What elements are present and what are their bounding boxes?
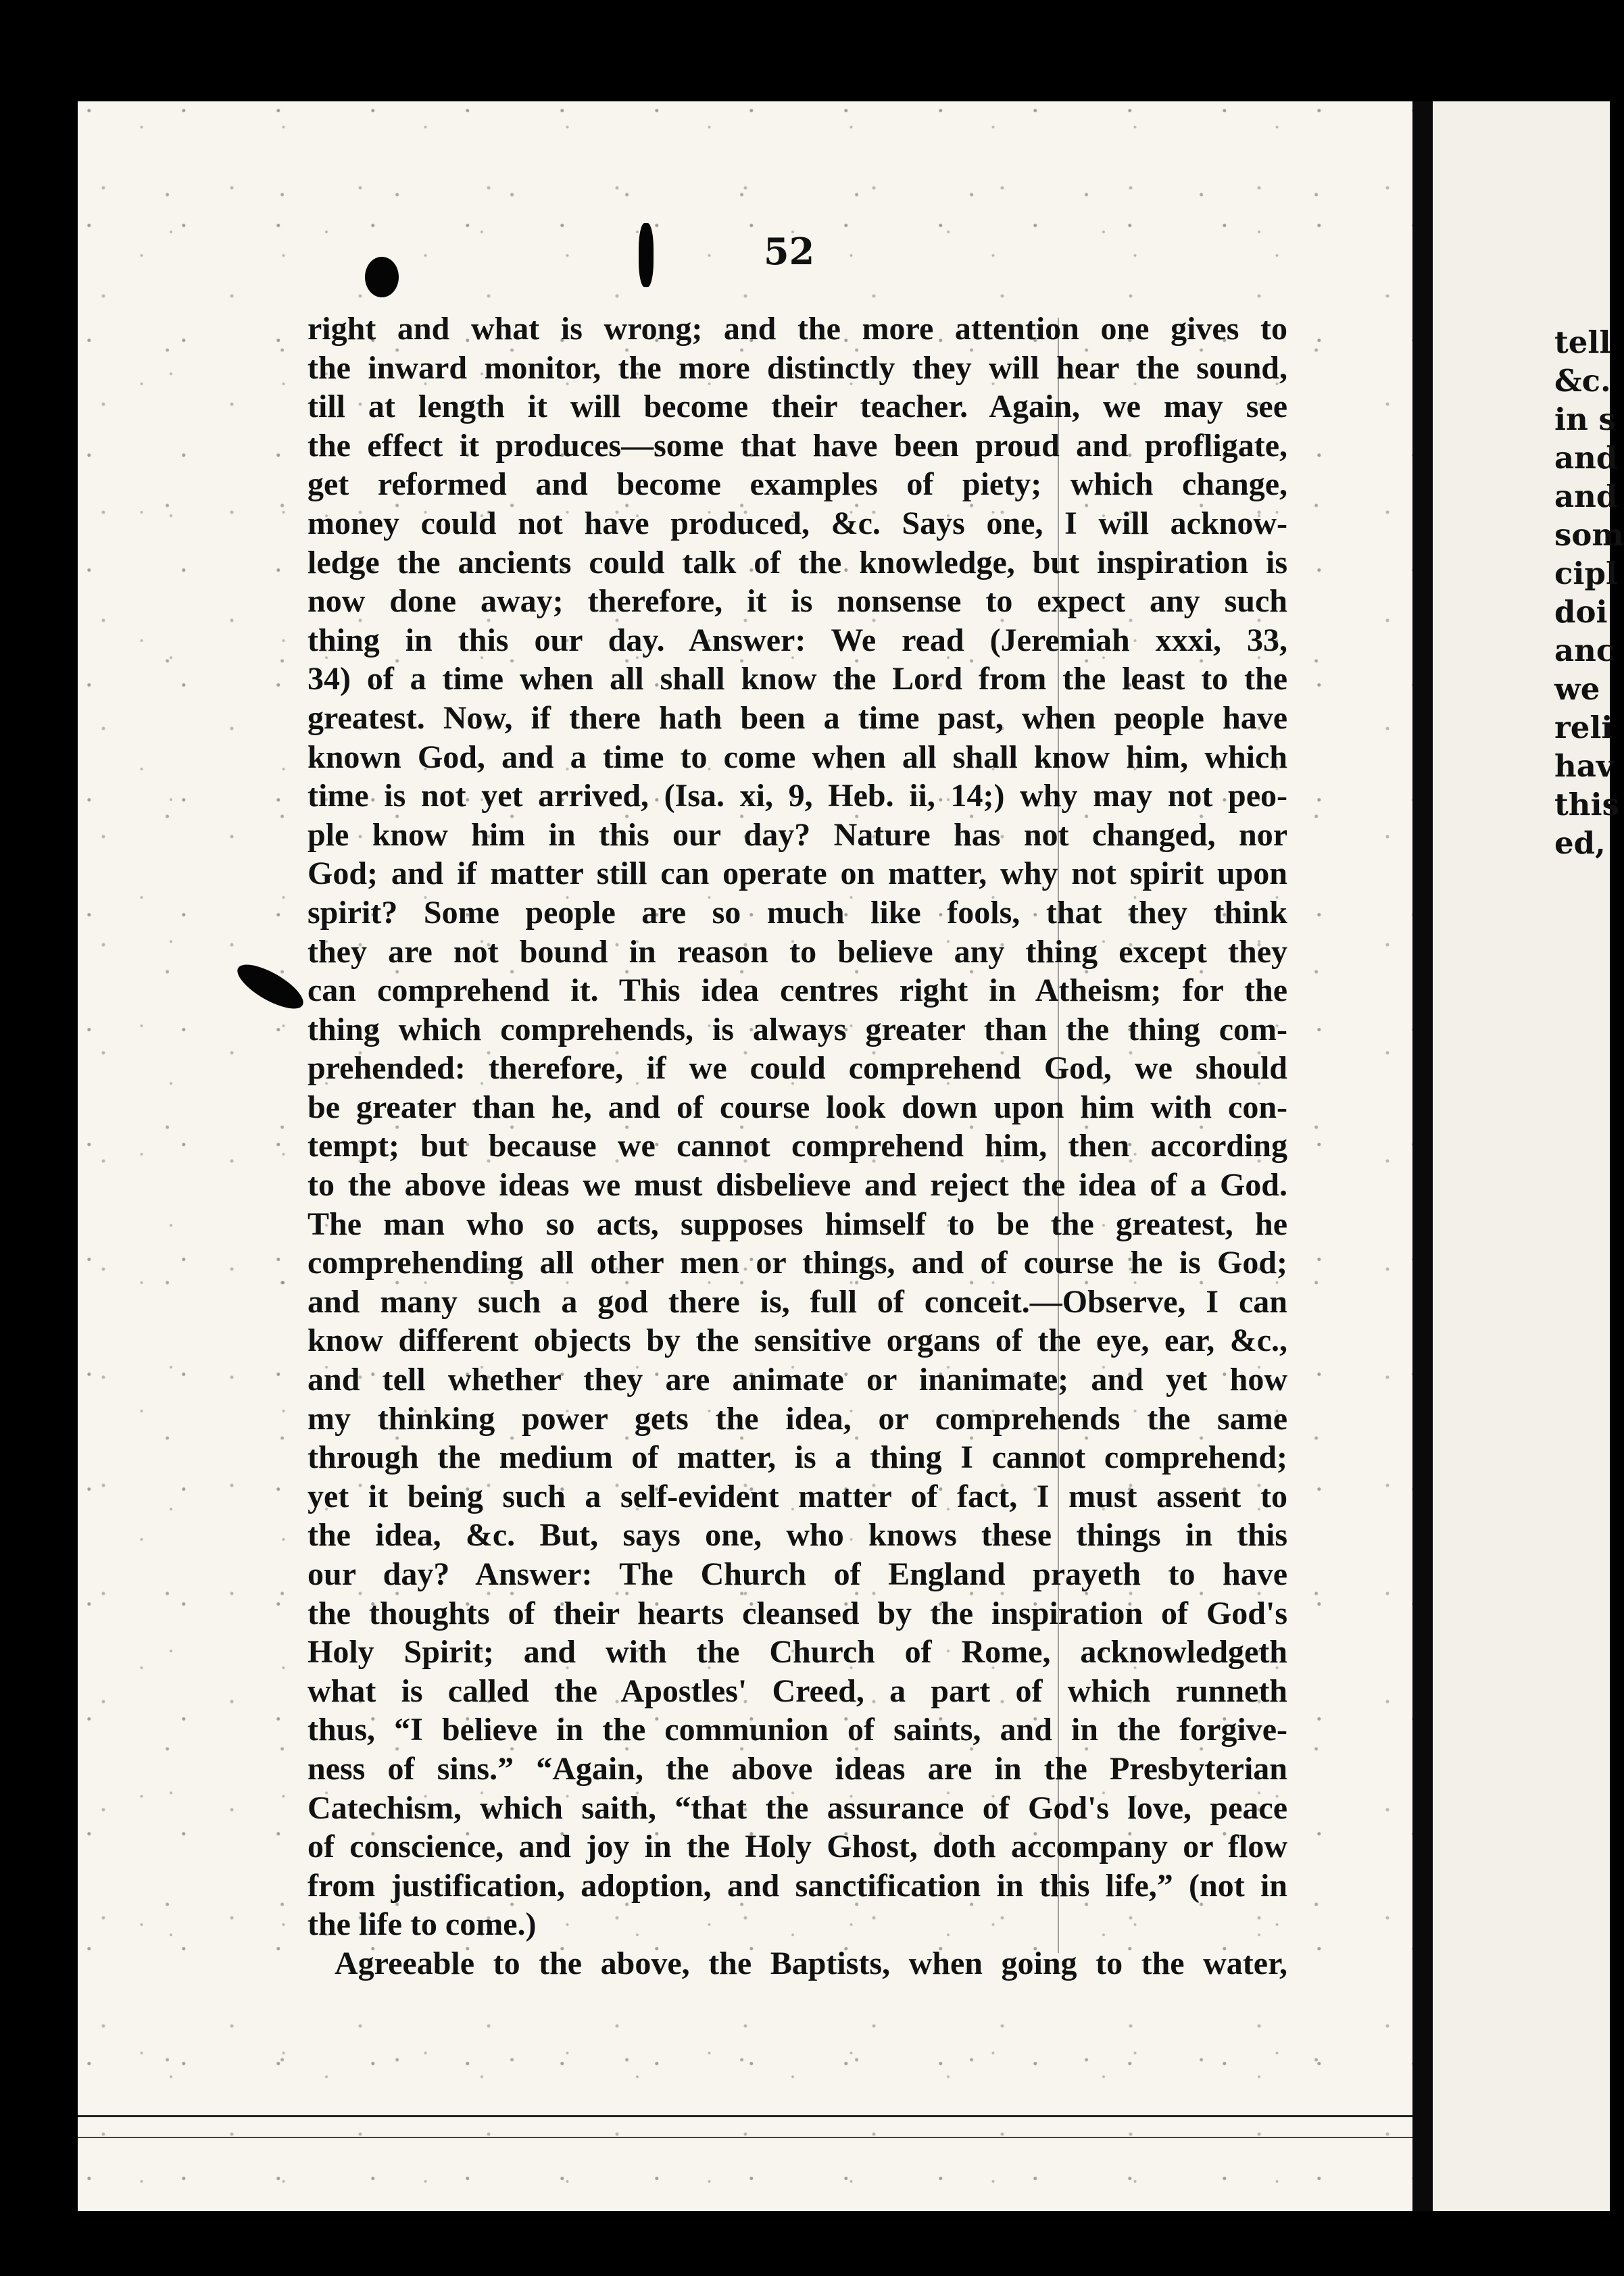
- text-line: get reformed and become examples of piety; which change,: [307, 466, 1287, 503]
- next-page-fragment: anc: [1554, 633, 1615, 668]
- next-page-fragment: doi: [1554, 594, 1608, 630]
- text-line: the inward monitor, the more distinctly they will hear the sound,: [307, 349, 1287, 386]
- next-page-fragment: som: [1554, 517, 1624, 553]
- next-page-fragment: &c.: [1554, 363, 1611, 399]
- text-line: right and what is wrong; and the more attention one gives to: [307, 311, 1287, 347]
- bottom-rule-secondary: [78, 2137, 1412, 2138]
- text-line: The man who so acts, supposes himself to be the greatest, he: [307, 1206, 1287, 1242]
- text-line: thing which comprehends, is always greater than the thing com-: [307, 1011, 1287, 1047]
- ink-mark-bracket: [639, 223, 654, 287]
- text-line: our day? Answer: The Church of England prayeth to have: [307, 1556, 1287, 1592]
- text-line: thus, “I believe in the communion of saints, and in the forgive-: [307, 1712, 1287, 1748]
- text-line: known God, and a time to come when all shall know him, which: [307, 739, 1287, 775]
- text-line: what is called the Apostles' Creed, a part of which runneth: [307, 1673, 1287, 1709]
- next-page-fragment: and: [1554, 440, 1618, 476]
- text-line: from justification, adoption, and sanctification in this life,” (not in: [307, 1867, 1287, 1904]
- text-line: ness of sins.” “Again, the above ideas are in the Presbyterian: [307, 1750, 1287, 1787]
- text-line: greatest. Now, if there hath been a time past, when people have: [307, 699, 1287, 736]
- text-line: Catechism, which saith, “that the assurance of God's love, peace: [307, 1789, 1287, 1826]
- text-line: know different objects by the sensitive organs of the eye, ear, &c.,: [307, 1322, 1287, 1359]
- next-page-fragment: in s: [1554, 401, 1616, 437]
- text-line: Agreeable to the above, the Baptists, when going to the water,: [335, 1945, 1287, 1981]
- bottom-rule: [78, 2115, 1412, 2117]
- text-line: and many such a god there is, full of conceit.—Observe, I can: [307, 1283, 1287, 1320]
- next-page-fragment: cipl: [1554, 555, 1618, 591]
- next-page-fragment: we: [1554, 671, 1600, 707]
- text-line: the thoughts of their hearts cleansed by the inspiration of God's: [307, 1595, 1287, 1631]
- text-line: the effect it produces—some that have been proud and profligate,: [307, 427, 1287, 464]
- page-number: 52: [764, 230, 815, 273]
- next-page-fragment: hav: [1554, 748, 1615, 784]
- text-line: of conscience, and joy in the Holy Ghost, doth accompany or flow: [307, 1829, 1287, 1865]
- next-page-fragment: reli: [1554, 710, 1613, 745]
- text-line: time is not yet arrived, (Isa. xi, 9, Heb. ii, 14;) why may not peo-: [307, 778, 1287, 814]
- text-line: be greater than he, and of course look down upon him with con-: [307, 1089, 1287, 1125]
- text-line: thing in this our day. Answer: We read (Jeremiah xxxi, 33,: [307, 622, 1287, 658]
- text-line: God; and if matter still can operate on matter, why not spirit upon: [307, 856, 1287, 892]
- text-line: my thinking power gets the idea, or comprehends the same: [307, 1400, 1287, 1437]
- text-line: till at length it will become their teacher. Again, we may see: [307, 389, 1287, 425]
- next-page-fragment: this: [1554, 787, 1619, 822]
- text-line: tempt; but because we cannot comprehend him, then according: [307, 1128, 1287, 1164]
- text-line: Holy Spirit; and with the Church of Rome, acknowledgeth: [307, 1634, 1287, 1671]
- text-line: ledge the ancients could talk of the knowledge, but inspiration is: [307, 544, 1287, 580]
- text-line: the idea, &c. But, says one, who knows these things in this: [307, 1517, 1287, 1554]
- text-line: 34) of a time when all shall know the Lord from the least to the: [307, 661, 1287, 697]
- page-right-partial: [1433, 101, 1624, 2211]
- text-line: comprehending all other men or things, and of course he is God;: [307, 1245, 1287, 1281]
- text-line: they are not bound in reason to believe any thing except they: [307, 933, 1287, 970]
- next-page-fragment: ed,: [1554, 825, 1606, 861]
- text-line: through the medium of matter, is a thing I cannot comprehend;: [307, 1439, 1287, 1476]
- next-page-fragment: tell: [1554, 324, 1611, 360]
- next-page-fragment: and: [1554, 478, 1618, 514]
- body-text: [307, 310, 1287, 1983]
- text-line: money could not have produced, &c. Says one, I will acknow-: [307, 505, 1287, 541]
- text-line: yet it being such a self-evident matter of fact, I must assent to: [307, 1478, 1287, 1514]
- text-line: prehended: therefore, if we could comprehend God, we should: [307, 1050, 1287, 1087]
- text-line: to the above ideas we must disbelieve and reject the idea of a God.: [307, 1167, 1287, 1204]
- text-line: ple know him in this our day? Nature has not changed, nor: [307, 816, 1287, 853]
- ink-blot-top: [365, 257, 399, 297]
- text-line: now done away; therefore, it is nonsense to expect any such: [307, 583, 1287, 620]
- text-line: and tell whether they are animate or inanimate; and yet how: [307, 1362, 1287, 1398]
- book-gutter: [1412, 101, 1433, 2211]
- text-line: the life to come.): [307, 1906, 537, 1943]
- text-line: spirit? Some people are so much like fools, that they think: [307, 894, 1287, 931]
- text-line: can comprehend it. This idea centres right in Atheism; for the: [307, 972, 1287, 1009]
